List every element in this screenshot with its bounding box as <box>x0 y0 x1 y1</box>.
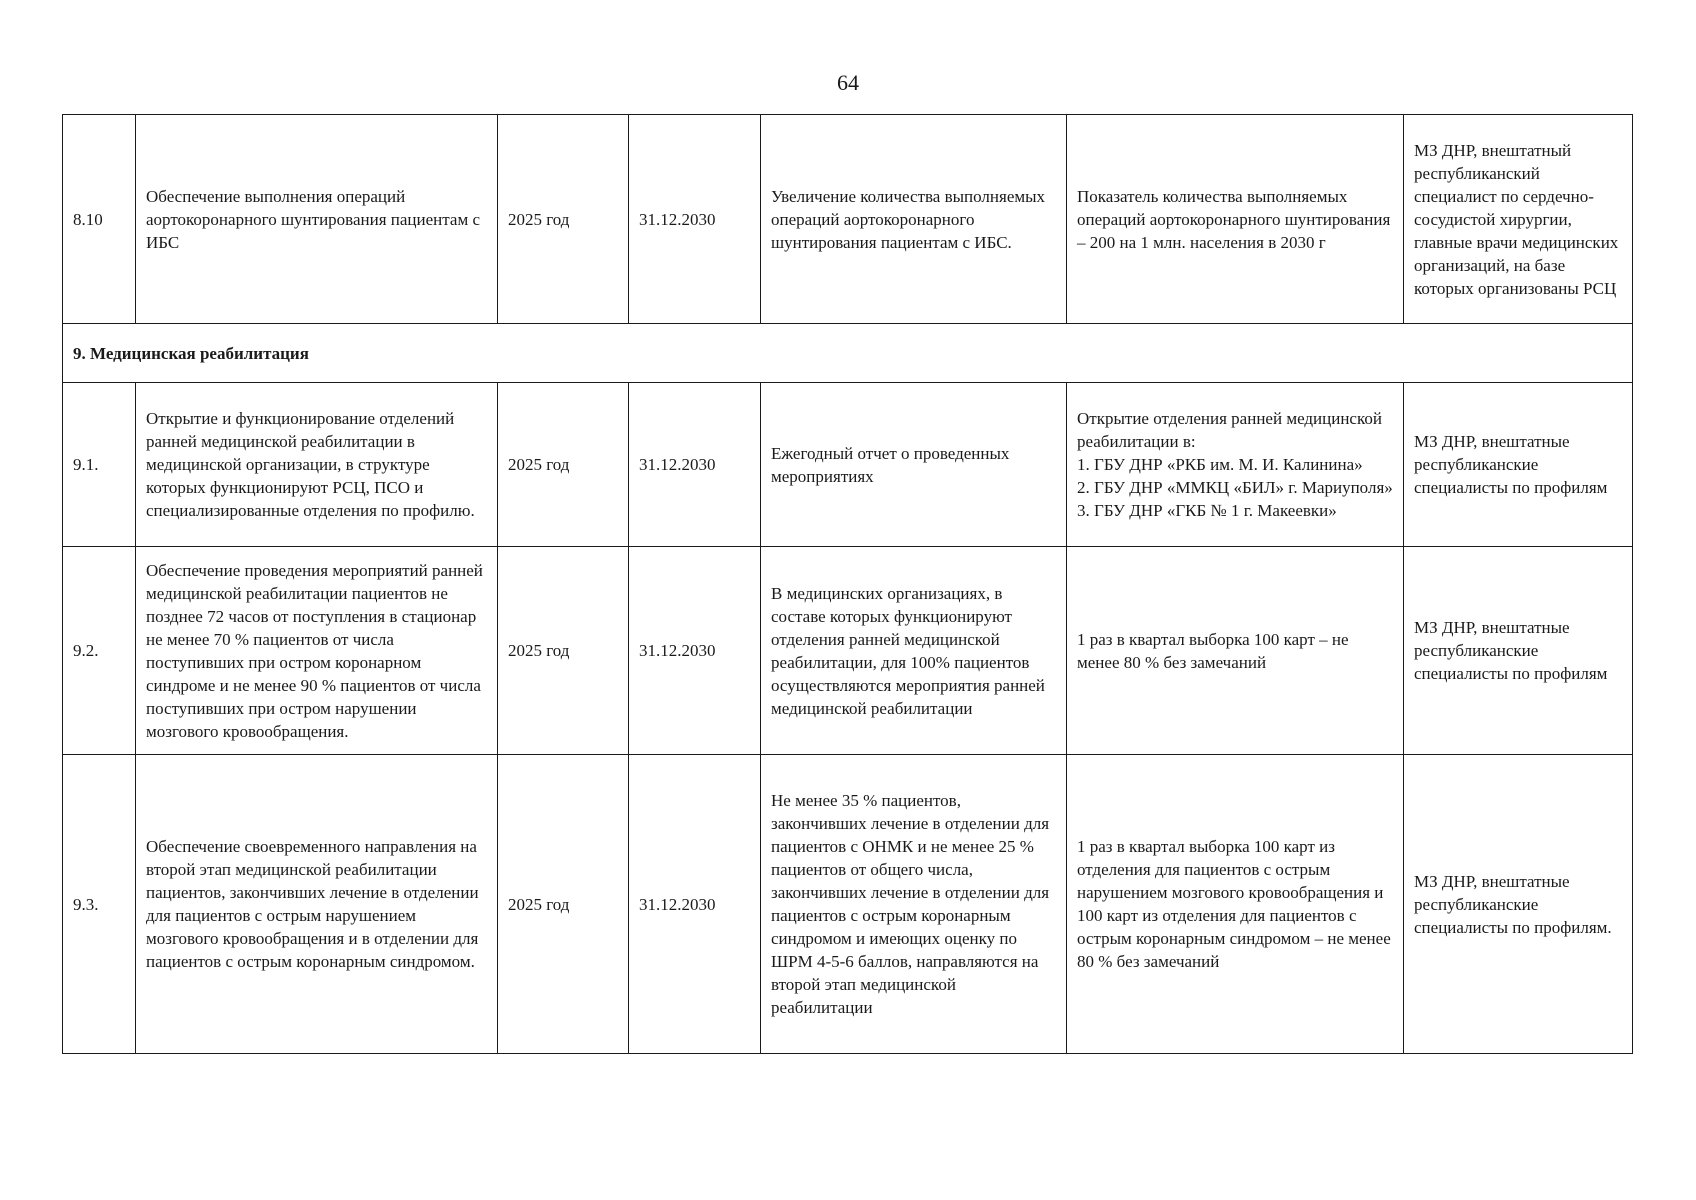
row-start: 2025 год <box>498 547 629 755</box>
row-end: 31.12.2030 <box>629 383 761 547</box>
row-indicator: 1 раз в квартал выборка 100 карт из отделения для пациентов с острым нарушением мозгового кровообращения и 100 карт из отделения для пациентов с острым коронарным синдромом – не менее 80 % без замечаний <box>1067 755 1404 1054</box>
row-result: Увеличение количества выполняемых операций аортокоронарного шунтирования пациентам с ИБС. <box>761 115 1067 324</box>
indicator-line: 2. ГБУ ДНР «ММКЦ «БИЛ» г. Мариуполя» <box>1077 478 1393 497</box>
indicator-line: 1. ГБУ ДНР «РКБ им. М. И. Калинина» <box>1077 455 1363 474</box>
row-responsible: МЗ ДНР, внештатный республиканский специалист по сердечно-сосудистой хирургии, главные врачи медицинских организаций, на базе которых организованы РСЦ <box>1404 115 1633 324</box>
row-number: 8.10 <box>63 115 136 324</box>
row-start: 2025 год <box>498 115 629 324</box>
row-indicator: 1 раз в квартал выборка 100 карт – не менее 80 % без замечаний <box>1067 547 1404 755</box>
row-start: 2025 год <box>498 383 629 547</box>
row-number: 9.2. <box>63 547 136 755</box>
row-end: 31.12.2030 <box>629 115 761 324</box>
section-title: 9. Медицинская реабилитация <box>63 324 1633 383</box>
row-result: В медицинских организациях, в составе которых функционируют отделения ранней медицинской реабилитации, для 100% пациентов осуществляются мероприятия ранней медицинской реабилитации <box>761 547 1067 755</box>
row-responsible: МЗ ДНР, внештатные республиканские специалисты по профилям. <box>1404 755 1633 1054</box>
table-row <box>63 755 1633 1054</box>
row-indicator <box>1067 383 1404 547</box>
row-number: 9.1. <box>63 383 136 547</box>
table-row <box>63 115 1633 324</box>
row-responsible: МЗ ДНР, внештатные республиканские специалисты по профилям <box>1404 383 1633 547</box>
row-result: Ежегодный отчет о проведенных мероприятиях <box>761 383 1067 547</box>
row-start: 2025 год <box>498 755 629 1054</box>
row-result: Не менее 35 % пациентов, закончивших лечение в отделении для пациентов с ОНМК и не менее 25 % пациентов от общего числа, закончивших лечение в отделении для пациентов с острым коронарным синдромом и имеющих оценку по ШРМ 4-5-6 баллов, направляются на второй этап медицинской реабилитации <box>761 755 1067 1054</box>
page-number: 64 <box>837 70 859 95</box>
row-number: 9.3. <box>63 755 136 1054</box>
row-indicator: Показатель количества выполняемых операций аортокоронарного шунтирования – 200 на 1 млн. населения в 2030 г <box>1067 115 1404 324</box>
row-action: Обеспечение своевременного направления на второй этап медицинской реабилитации пациентов, закончивших лечение в отделении для пациентов с острым нарушением мозгового кровообращения и в отделении для пациентов с острым коронарным синдромом. <box>136 755 498 1054</box>
row-responsible: МЗ ДНР, внештатные республиканские специалисты по профилям <box>1404 547 1633 755</box>
row-end: 31.12.2030 <box>629 547 761 755</box>
table-row <box>63 547 1633 755</box>
row-action: Обеспечение проведения мероприятий ранней медицинской реабилитации пациентов не позднее 72 часов от поступления в стационар не менее 70 % пациентов от числа поступивших при остром коронарном синдроме и не менее 90 % пациентов от числа поступивших при остром нарушении мозгового кровообращения. <box>136 547 498 755</box>
action-plan-table <box>62 114 1633 1054</box>
indicator-line: Открытие отделения ранней медицинской реабилитации в: <box>1077 409 1382 451</box>
row-action: Обеспечение выполнения операций аортокоронарного шунтирования пациентам с ИБС <box>136 115 498 324</box>
table-row <box>63 383 1633 547</box>
section-header-row <box>63 324 1633 383</box>
row-end: 31.12.2030 <box>629 755 761 1054</box>
row-action: Открытие и функционирование отделений ранней медицинской реабилитации в медицинской организации, в структуре которых функционируют РСЦ, ПСО и специализированные отделения по профилю. <box>136 383 498 547</box>
indicator-line: 3. ГБУ ДНР «ГКБ № 1 г. Макеевки» <box>1077 501 1337 520</box>
